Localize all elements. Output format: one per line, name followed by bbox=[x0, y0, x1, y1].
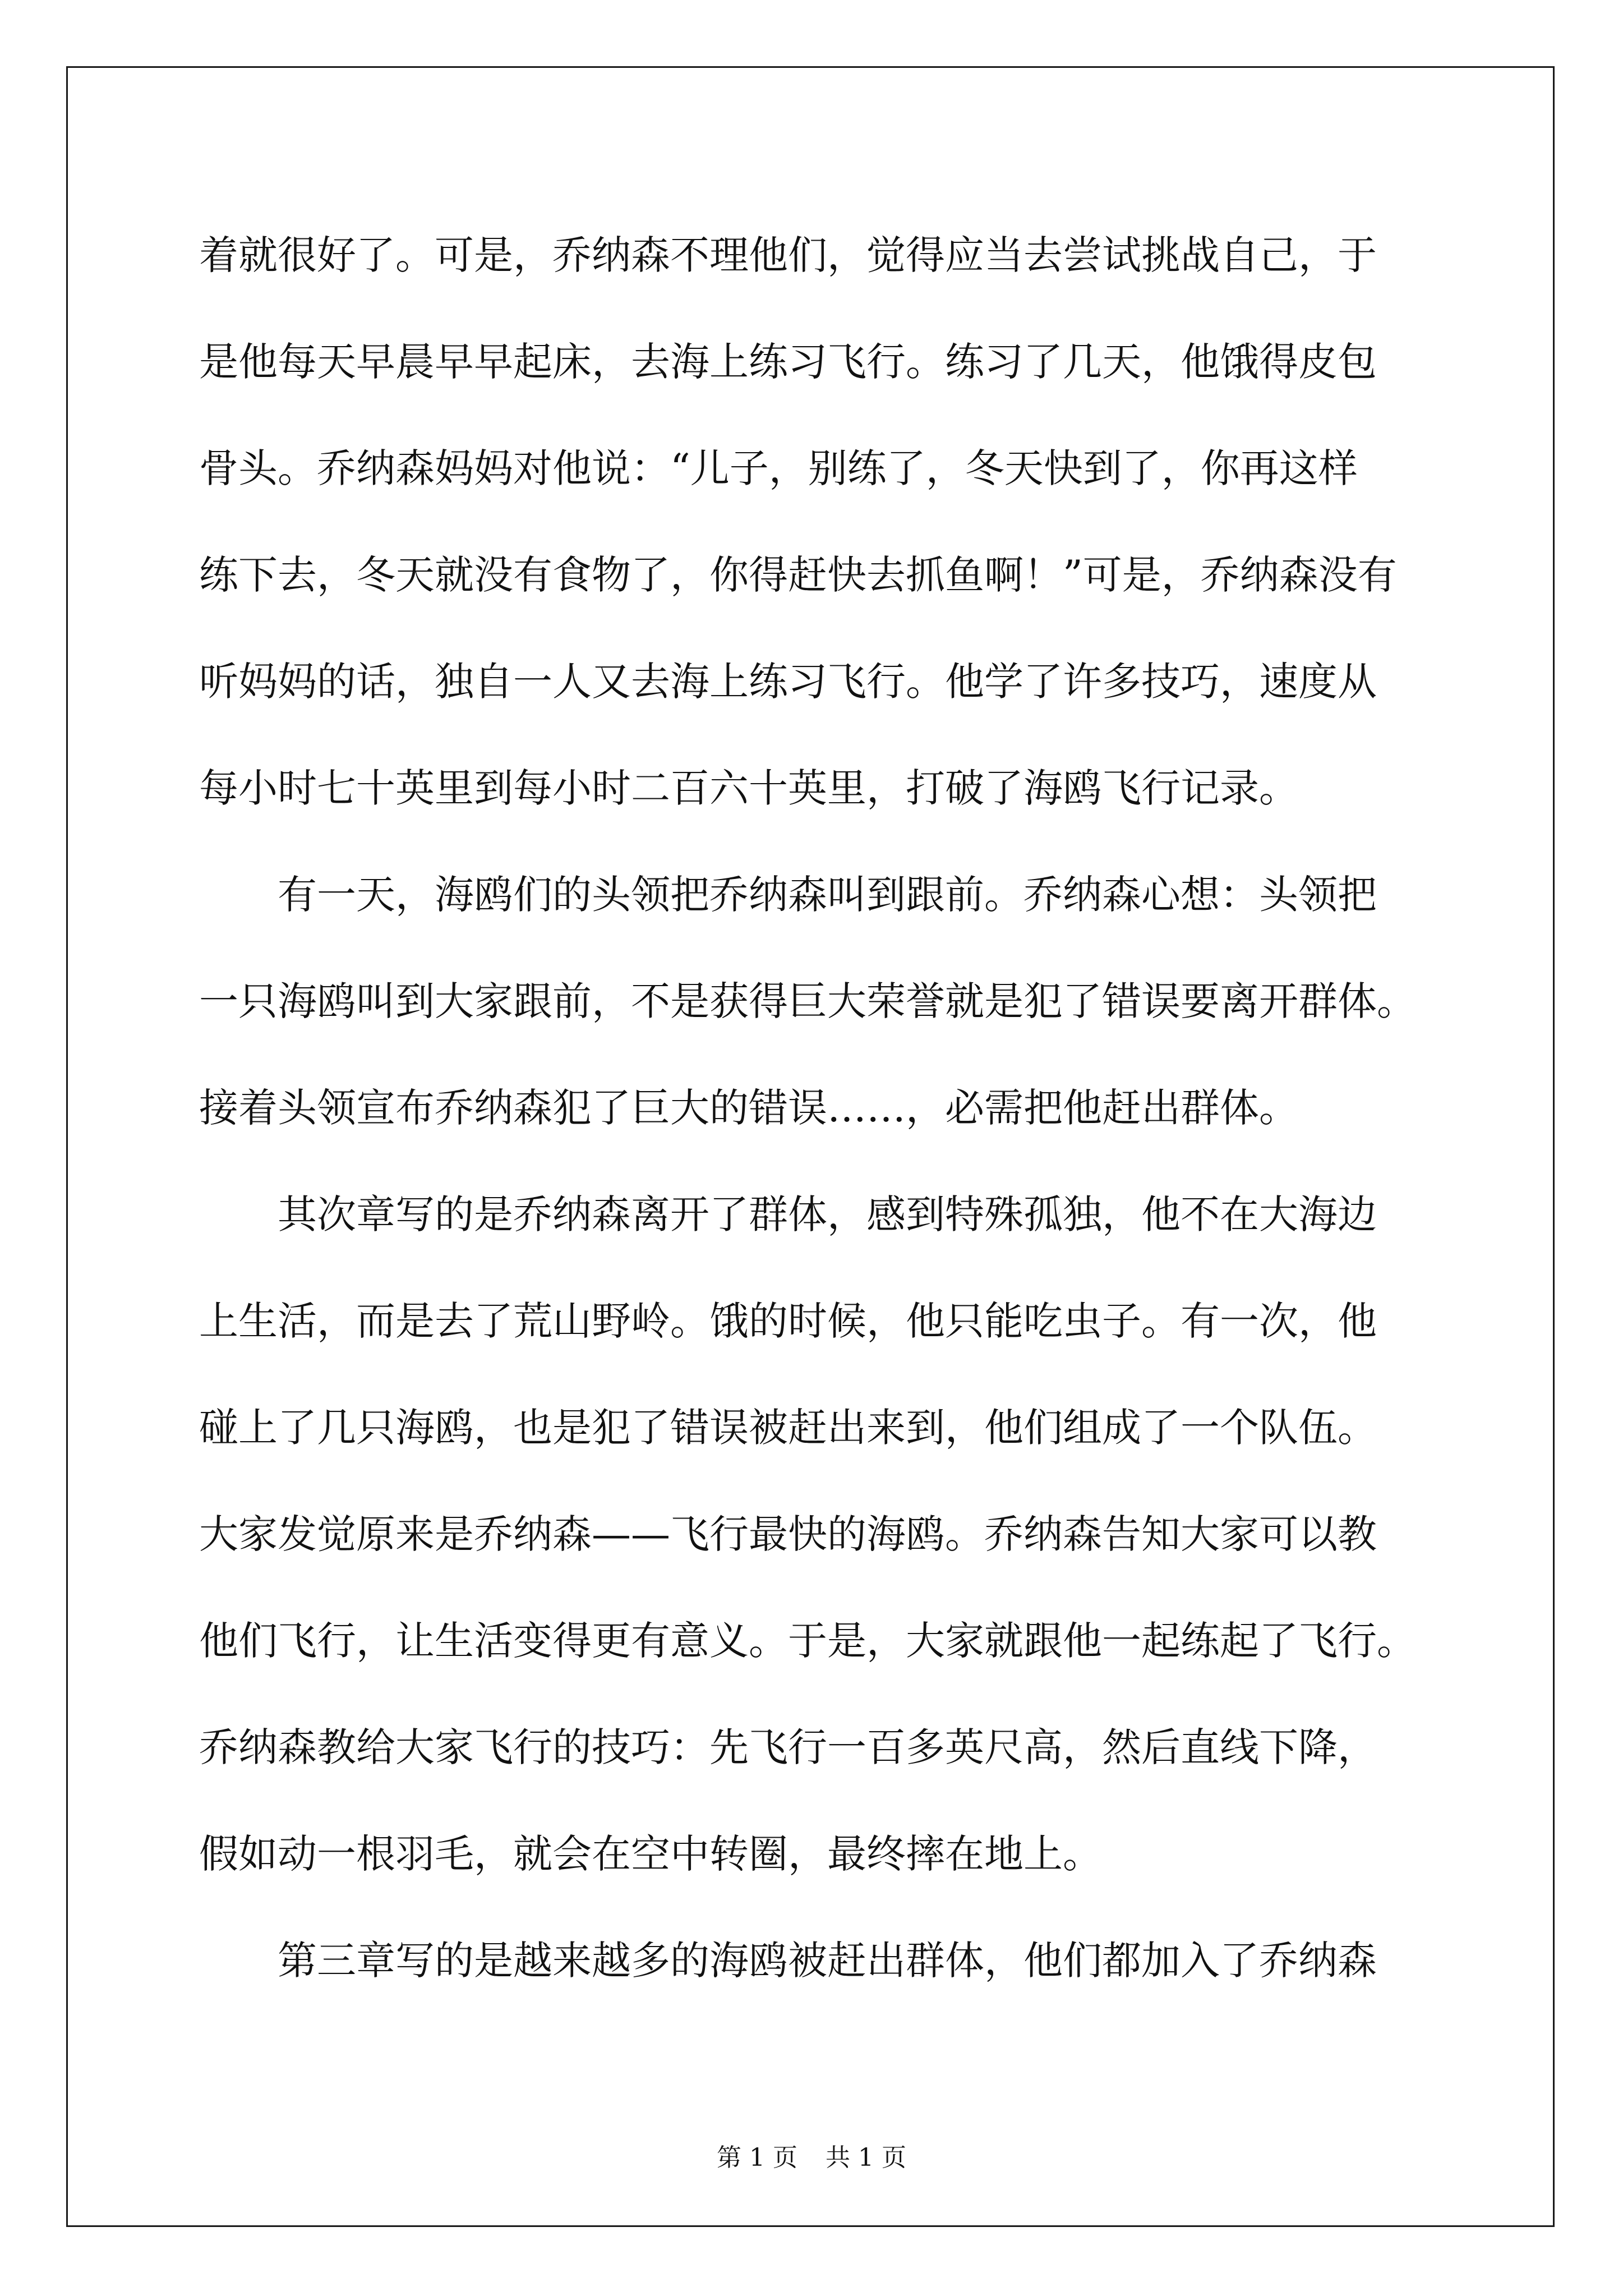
text-line: 假如动一根羽毛，就会在空中转圈，最终摔在地上。 bbox=[199, 1831, 1102, 1877]
text-line: 着就很好了。可是，乔纳森不理他们，觉得应当去尝试挑战自己，于 bbox=[199, 232, 1377, 278]
page-total: 共 1 页 bbox=[826, 2143, 906, 2172]
text-line: 第三章写的是越来越多的海鸥被赶出群体，他们都加入了乔纳森 bbox=[278, 1938, 1377, 1984]
text-line: 上生活，而是去了荒山野岭。饿的时候，他只能吃虫子。有一次，他 bbox=[199, 1298, 1377, 1344]
document-body bbox=[199, 202, 1444, 2014]
text-line: 他们飞行，让生活变得更有意义。于是，大家就跟他一起练起了飞行。 bbox=[199, 1618, 1416, 1664]
text-line: 每小时七十英里到每小时二百六十英里，打破了海鸥飞行记录。 bbox=[199, 765, 1298, 811]
page-number: 第 1 页 bbox=[717, 2143, 797, 2172]
text-line: 乔纳森教给大家飞行的技巧：先飞行一百多英尺高，然后直线下降， bbox=[199, 1724, 1377, 1770]
text-line: 其次章写的是乔纳森离开了群体，感到特殊孤独，他不在大海边 bbox=[278, 1191, 1377, 1237]
text-line: 一只海鸥叫到大家跟前，不是获得巨大荣誉就是犯了错误要离开群体。 bbox=[199, 978, 1416, 1024]
text-line: 碰上了几只海鸥，也是犯了错误被赶出来到，他们组成了一个队伍。 bbox=[199, 1405, 1377, 1451]
text-line: 有一天，海鸥们的头领把乔纳森叫到跟前。乔纳森心想：头领把 bbox=[278, 872, 1377, 918]
text-line: 骨头。乔纳森妈妈对他说：“儿子，别练了，冬天快到了，你再这样 bbox=[199, 445, 1358, 491]
text-line: 是他每天早晨早早起床，去海上练习飞行。练习了几天，他饿得皮包 bbox=[199, 339, 1377, 385]
page-footer bbox=[0, 2137, 1623, 2173]
text-line: 大家发觉原来是乔纳森——飞行最快的海鸥。乔纳森告知大家可以教 bbox=[199, 1511, 1377, 1557]
text-line: 听妈妈的话，独自一人又去海上练习飞行。他学了许多技巧，速度从 bbox=[199, 659, 1377, 705]
text-line: 练下去，冬天就没有食物了，你得赶快去抓鱼啊！”可是，乔纳森没有 bbox=[199, 552, 1397, 598]
text-line: 接着头领宣布乔纳森犯了巨大的错误……，必需把他赶出群体。 bbox=[199, 1085, 1298, 1131]
